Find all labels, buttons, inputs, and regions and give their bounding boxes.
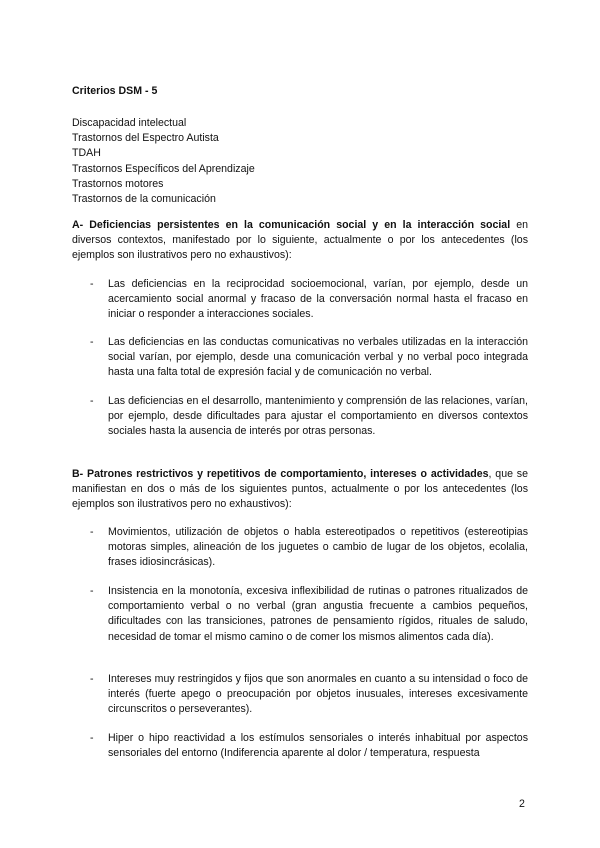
bullet-text: Las deficiencias en las conductas comunicativas no verbales utilizadas en la interacción social varían, por ejemplo, desde una comunicación verbal y no verbal poco integrada hasta una falta total de expresión facial y de comunicación no verbal. — [108, 336, 528, 379]
page-title: Criterios DSM - 5 — [72, 85, 158, 97]
list-item: Discapacidad intelectual — [72, 117, 187, 129]
list-item: Trastornos del Espectro Autista — [72, 132, 219, 145]
list-item: TDAH — [72, 147, 101, 160]
bullet-dash: - — [90, 732, 94, 744]
bullet-text: Hiper o hipo reactividad a los estímulos sensoriales o interés inhabitual por aspectos sensoriales del entorno (Indiferencia aparente al dolor / temperatura, respuesta — [108, 732, 528, 760]
bullet-text: Insistencia en la monotonía, excesiva inflexibilidad de rutinas o patrones ritualizados de comportamiento verbal o no verbal (gran angustia frecuente a cambios pequeños, dificultades con las transiciones, patrones de pensamiento rígidos, rituales de saludo, necesidad de tomar el mismo camino o de comer los mismos alimentos cada día). — [108, 585, 528, 643]
bullet-text: Las deficiencias en el desarrollo, mantenimiento y comprensión de las relaciones, varían, por ejemplo, desde dificultades para ajustar el comportamiento en diversos contextos sociales hasta la ausencia de interés por otras personas. — [108, 395, 528, 438]
list-item: Trastornos motores — [72, 177, 164, 190]
bullet-text: Intereses muy restringidos y fijos que son anormales en cuanto a su intensidad o foco de interés (fuerte apego o preocupación por objetos inusuales, intereses excesivamente circunscritos o perseverantes). — [108, 673, 528, 716]
bullet-dash: - — [90, 585, 94, 597]
bullet-text: Las deficiencias en la reciprocidad socioemocional, varían, por ejemplo, desde un acercamiento social anormal y fracaso de la conversación normal hasta el fracaso en iniciar o responder a interacciones sociales. — [108, 278, 528, 321]
section-b-intro — [72, 467, 528, 513]
list-item: Trastornos de la comunicación — [72, 192, 216, 205]
bullet-dash: - — [90, 673, 94, 685]
disorder-list — [72, 116, 255, 207]
section-a-intro — [72, 218, 528, 264]
bullet-dash: - — [90, 395, 94, 407]
bullet-dash: - — [90, 336, 94, 348]
list-item: Trastornos Específicos del Aprendizaje — [72, 162, 255, 175]
section-a-intro-text: en diversos contextos, manifestado por lo siguiente, actualmente o por los antecedentes (los ejemplos son ilustrativos pero no exhaustivos): — [72, 219, 528, 262]
bullet-text: Movimientos, utilización de objetos o habla estereotipados o repetitivos (estereotipias motoras simples, alineación de los juguetes o cambio de lugar de los objetos, ecolalia, frases idiosincrásicas). — [108, 526, 528, 569]
section-b-intro-text: , que se manifiestan en dos o más de los siguientes puntos, actualmente o por los antecedentes (los ejemplos son ilustrativos pero no exhaustivos): — [72, 468, 528, 511]
bullet-dash: - — [90, 526, 94, 538]
bullet-dash: - — [90, 278, 94, 290]
section-a-heading: A- Deficiencias persistentes en la comunicación social y en la interacción social — [72, 219, 511, 231]
page-number: 2 — [519, 798, 525, 810]
section-b-heading: B- Patrones restrictivos y repetitivos de comportamiento, intereses o actividades — [72, 468, 489, 480]
